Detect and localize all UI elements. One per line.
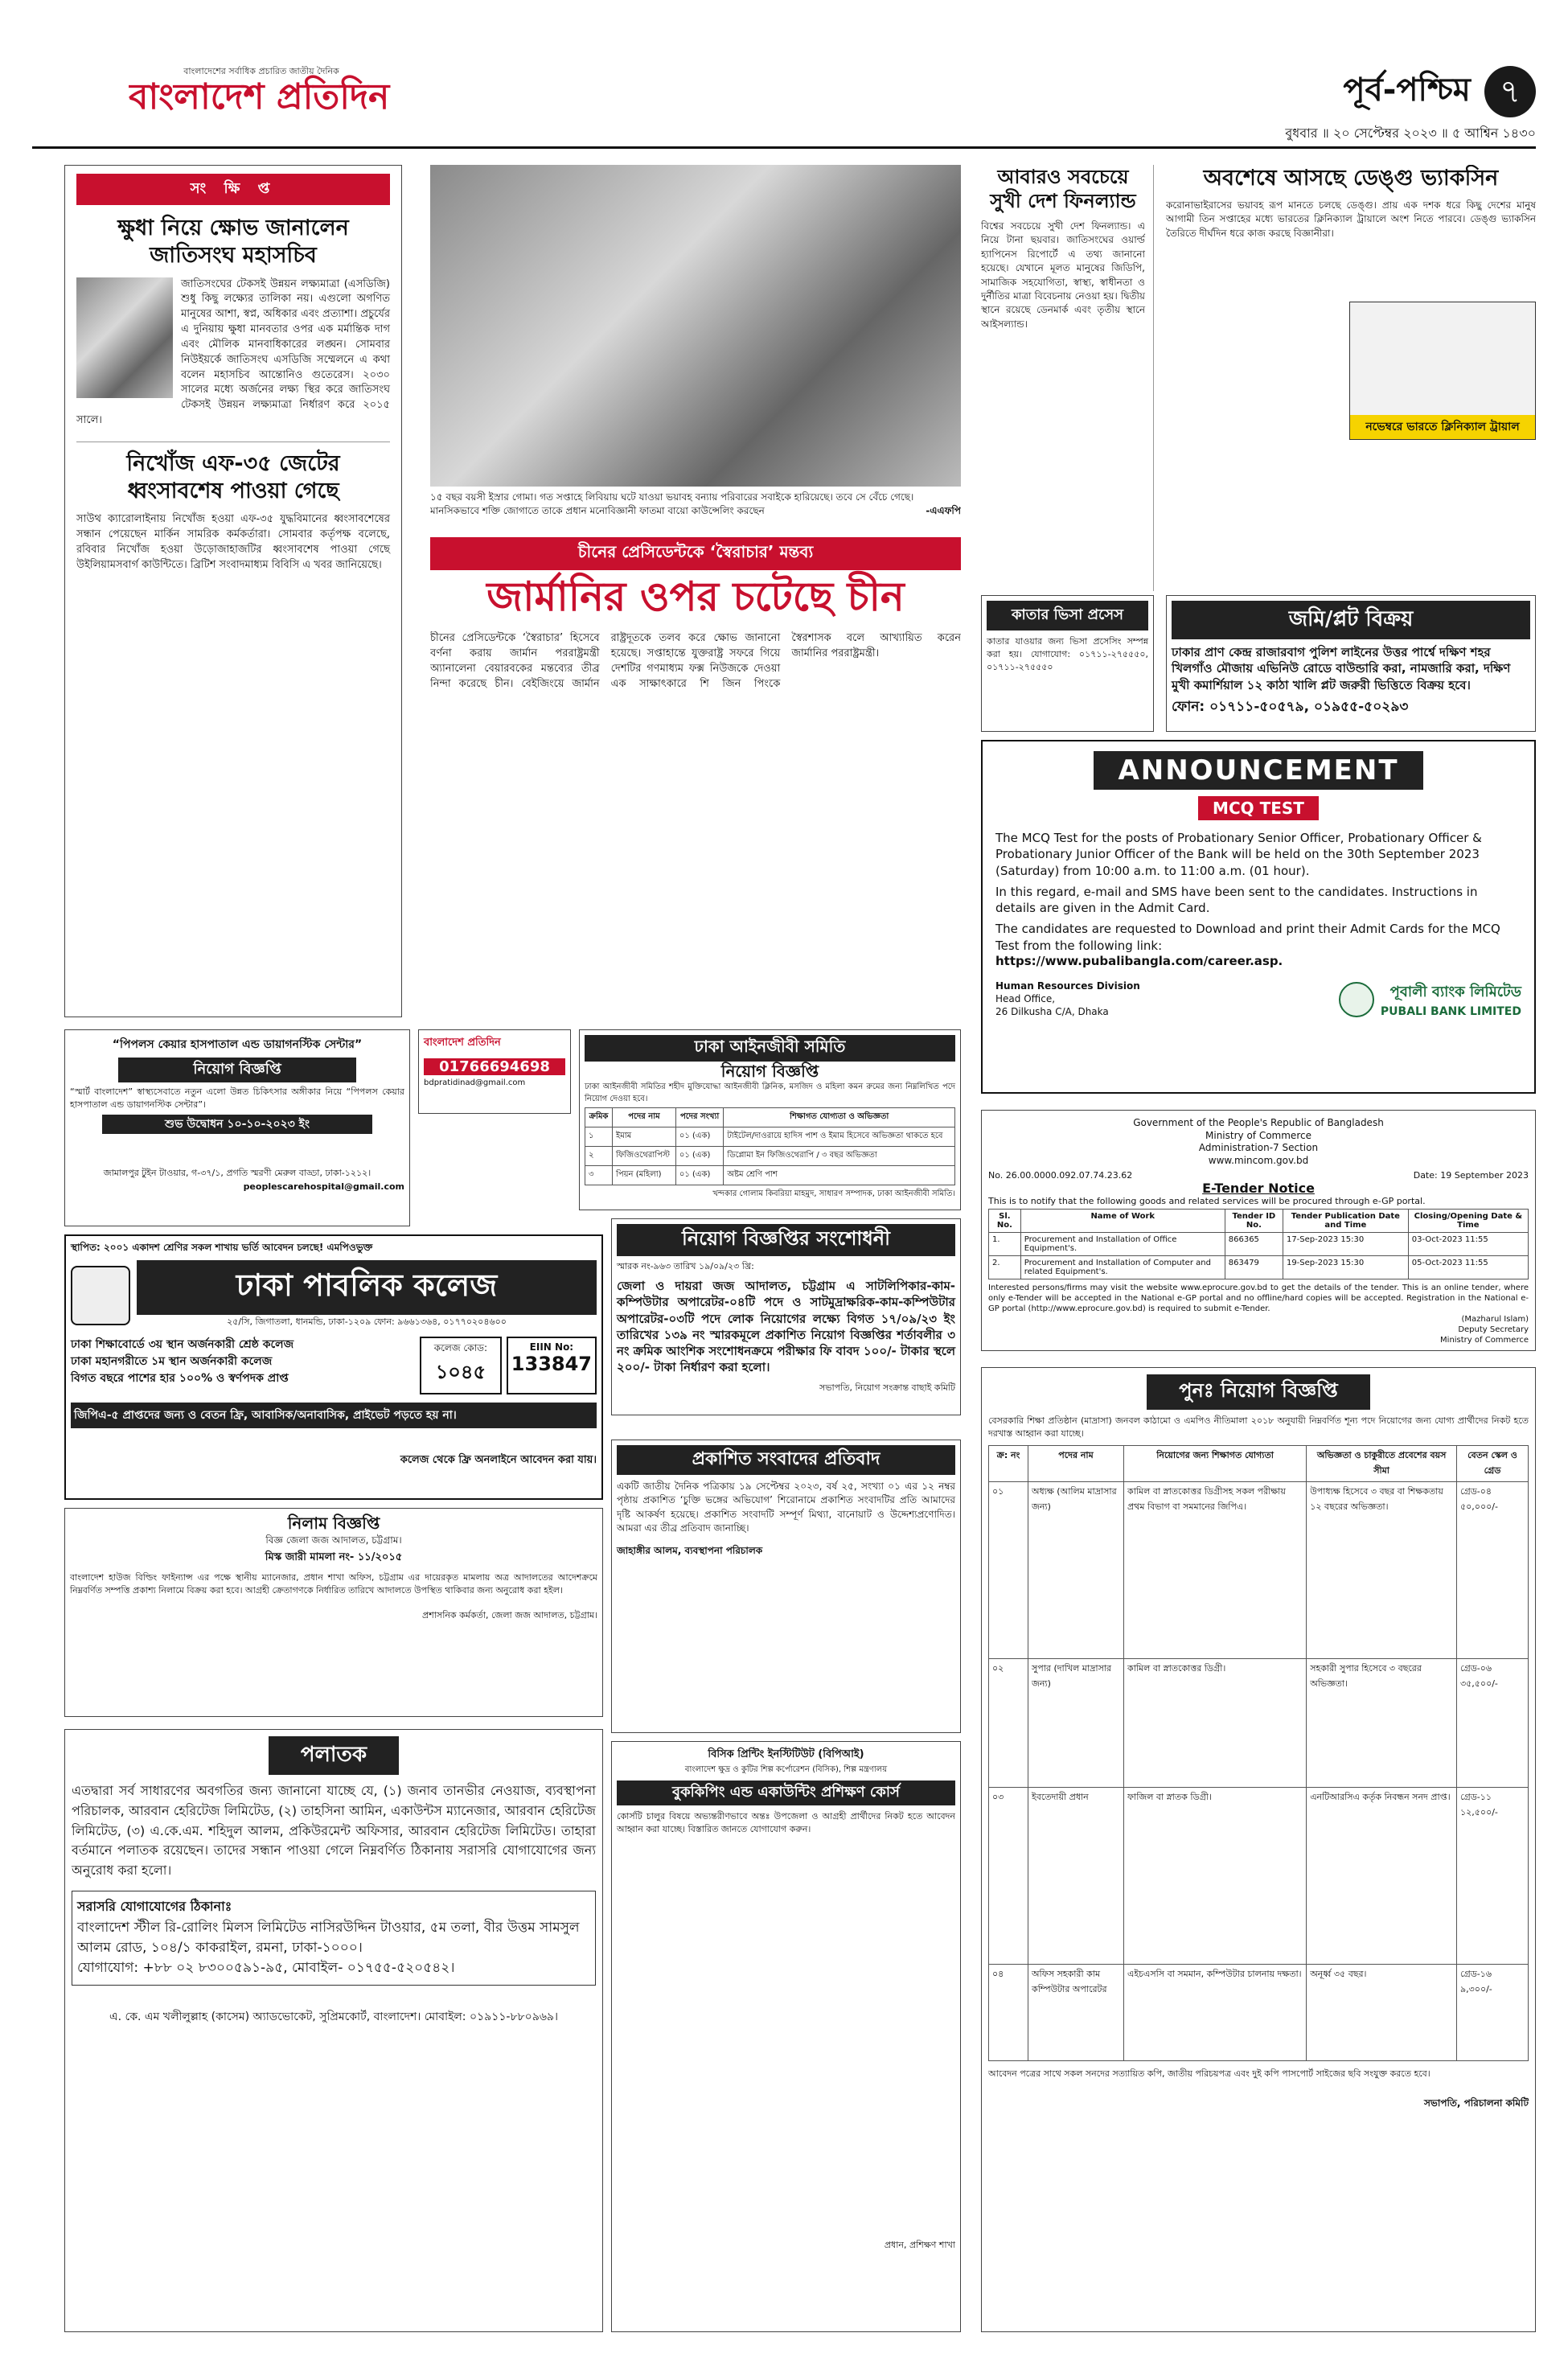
contact-body: বাংলাদেশ স্টীল রি-রোলিং মিলস লিমিটেড নাসিরউদ্দিন টাওয়ার, ৫ম তলা, বীর উত্তম সামসুল আলম রোড, ১০৪/১ কাকরাইল, রমনা, ঢাকা-১০০০।: [77, 1919, 580, 1956]
china-kicker: চীনের প্রেসিডেন্টকে ‘স্বৈরাচার’ মন্তব্য: [430, 537, 961, 570]
sign-line-2: Head Office,: [995, 992, 1056, 1004]
cell: উপাধ্যক্ষ হিসেবে ৩ বছর বা শিক্ষকতায় ১২ বছরের অভিজ্ঞতা।: [1307, 1481, 1457, 1658]
dengue-photo-caption: নভেম্বরে ভারতে ক্লিনিক্যাল ট্রায়াল: [1350, 415, 1535, 439]
bp-ad-brand: বাংলাদেশ প্রতিদিন: [424, 1037, 501, 1049]
bpi-body: কোর্সটি চালুর বিষয়ে অভ্যন্তরীণভাবে অন্তঃ উপজেলা ও আগ্রহী প্রার্থীদের নিকট হতে আবেদন আহ্বান করা যাচ্ছে। বিস্তারিত জানতে যোগাযোগ করুন।: [617, 1811, 955, 1834]
reapp-col-3: নিয়োগের জন্য শিক্ষাগত যোগ্যতা: [1124, 1445, 1307, 1481]
pubali-logo: [1339, 980, 1521, 1018]
bpi-sign: প্রধান, প্রশিক্ষণ শাখা: [884, 2239, 955, 2250]
announcement-footer: [995, 980, 1521, 1019]
cell: গ্রেড-০৪ ৫০,০০০/-: [1457, 1481, 1529, 1658]
reapp-col-4: অভিজ্ঞতা ও চাকুরীতে প্রবেশের বয়স সীমা: [1307, 1445, 1457, 1481]
college-point-1: ঢাকা শিক্ষাবোর্ডে ৩য় স্থান অর্জনকারী শ্রেষ্ঠ কলেজ: [71, 1338, 294, 1351]
college-eiin: 133847: [511, 1353, 592, 1375]
guterres-photo: [76, 277, 173, 398]
libya-flood-photo: [430, 165, 961, 487]
china-headline: জার্মানির ওপর চটেছে চীন: [486, 573, 905, 620]
contact-phone: যোগাযোগ: +৮৮ ০২ ৮৩০০৫৯১-৯৫, মোবাইল- ০১৭৫৫-৫২০৫৪২।: [77, 1960, 455, 1977]
college-body: [71, 1337, 597, 1394]
cell: ইবতেদায়ী প্রধান: [1028, 1787, 1124, 1964]
finland-body: বিশ্বের সবচেয়ে সুখী দেশ ফিনল্যান্ড। এ নিয়ে টানা ছয়বার। জাতিসংঘের ওয়ার্ল্ড হ্যাপিনেস রিপোর্টে এ তথ্য জানানো হয়েছে। যেখানে মূলত মানুষের জিডিপি, সামাজিক সহযোগিতা, স্বাস্থ্য, স্বাধীনতা ও দুর্নীতির মাত্রা বিবেচনায় নেওয়া হয়। দ্বিতীয় স্থানে রয়েছে ডেনমার্ক এবং তৃতীয় স্থানে আইসল্যান্ড।: [981, 220, 1145, 330]
tender-table-header: [989, 1210, 1529, 1233]
cell: Procurement and Installation of Computer and related Equipment's.: [1020, 1256, 1225, 1279]
peoples-email: peoplescarehospital@gmail.com: [243, 1181, 404, 1192]
brief-story1-body: জাতিসংঘের টেকসই উন্নয়ন লক্ষ্যমাত্রা (এসডিজি) শুধু কিছু লক্ষ্যের তালিকা নয়। এগুলো অগণিত মানুষের আশা, স্বপ্ন, অধিকার এবং প্রত্যাশা। প্রচুর্যের এ দুনিয়ায় ক্ষুধা মানবতার ওপর এক মর্মান্তিক দাগ এবং মৌলিক মানবাধিকারের লঙ্ঘন। সোমবার নিউইয়র্কে জাতিসংঘ এসডিজি সম্মেলনে এ কথা বলেন মহাসচিব আন্তোনিও গুতেরেস। ২০৩০ সালের মধ্যে অর্জনের লক্ষ্য স্থির করে জাতিসংঘ টেকসই উন্নয়ন লক্ষ্যমাত্রা নির্ধারণ করে ২০১৫ সালে।: [76, 277, 390, 427]
cell: ০১: [989, 1481, 1028, 1658]
cell: টাইটেল/দাওরায়ে হাদিস পাশ ও ইমাম হিসেবে অভিজ্ঞতা থাকতে হবে: [724, 1127, 955, 1147]
bp-ad-email: bdpratidinad@gmail.com: [424, 1078, 526, 1087]
announcement-link[interactable]: https://www.pubalibangla.com/career.asp.: [995, 953, 1283, 968]
masthead-tagline: বাংলাদেশের সর্বাধিক প্রচারিত জাতীয় দৈনিক: [183, 66, 339, 76]
correction-title: নিয়োগ বিজ্ঞপ্তির সংশোধনী: [617, 1224, 955, 1256]
college-eiin-box: [507, 1337, 597, 1394]
cell: কামিল বা স্নাতকোত্তর ডিগ্রী।: [1124, 1658, 1307, 1787]
pubali-announcement: [981, 740, 1536, 1094]
tender-col-3: Tender ID No.: [1225, 1210, 1283, 1233]
bp-ad-phone: 01766694698: [424, 1058, 565, 1075]
tender-gov-2: Ministry of Commerce: [1205, 1129, 1311, 1141]
etender-notice: [981, 1110, 1536, 1351]
bpi-course-ad: [611, 1741, 961, 2332]
tender-col-4: Tender Publication Date and Time: [1283, 1210, 1408, 1233]
lawyers-ad: [579, 1029, 961, 1210]
table-row: [989, 1964, 1529, 2060]
cell: ৩: [585, 1166, 613, 1185]
protest-ad: [611, 1440, 961, 1733]
college-point-2: ঢাকা মহানগরীতে ১ম স্থান অর্জনকারী কলেজ: [71, 1355, 273, 1368]
contact-title: সরাসরি যোগাযোগের ঠিকানাঃ: [77, 1898, 232, 1914]
cell: অফিস সহকারী কাম কম্পিউটার অপারেটর: [1028, 1964, 1124, 2060]
tender-intro: This is to notify that the following goods and related services will be procured through e-GP portal.: [988, 1196, 1426, 1207]
college-code: ১০৪৫: [435, 1361, 486, 1383]
cell: ২: [585, 1147, 613, 1166]
reapp-col-1: ক্র: নং: [989, 1445, 1028, 1481]
tender-sign-2: Deputy Secretary: [1458, 1325, 1529, 1335]
tender-gov-3: Administration-7 Section: [1198, 1142, 1319, 1154]
china-body: [430, 631, 961, 953]
tender-sign-1: (Mazharul Islam): [1461, 1315, 1529, 1325]
cell: সহকারী সুপার হিসেবে ৩ বছরের অভিজ্ঞতা।: [1307, 1658, 1457, 1787]
tender-table: [988, 1209, 1529, 1279]
lawyers-header: ঢাকা আইনজীবী সমিতি: [585, 1035, 955, 1062]
absconder-contact: [72, 1891, 596, 1986]
cell: গ্রেড-০৬ ৩৫,৫০০/-: [1457, 1658, 1529, 1787]
reapp-table-header: [989, 1445, 1529, 1481]
cell: গ্রেড-১৬ ৯,৩০০/-: [1457, 1964, 1529, 2060]
dengue-story: [1166, 165, 1536, 591]
peoples-opening: শুভ উদ্বোধন ১০-১০-২০২৩ ইং: [102, 1115, 372, 1134]
issue-date: বুধবার ॥ ২০ সেপ্টেম্বর ২০২৩ ॥ ৫ আশ্বিন ১৪৩০: [1285, 125, 1536, 141]
tender-sign: [988, 1314, 1529, 1345]
lawyers-table-header: [585, 1108, 955, 1127]
protest-sign: জাহাঙ্গীর আলম, ব্যবস্থাপনা পরিচালক: [617, 1544, 763, 1556]
announcement-signature: [995, 980, 1140, 1019]
cell: 05-Oct-2023 11:55: [1408, 1256, 1528, 1279]
lawyers-col-4: শিক্ষাগত যোগ্যতা ও অভিজ্ঞতা: [724, 1108, 955, 1127]
correction-ad: [611, 1218, 961, 1415]
bpi-sub: বাংলাদেশ ক্ষুদ্র ও কুটির শিল্প কর্পোরেশন (বিসিক), শিল্প মন্ত্রণালয়: [684, 1765, 888, 1774]
brief-story2-title: নিখোঁজ এফ-৩৫ জেটের ধ্বংসাবশেষ পাওয়া গেছে: [126, 450, 340, 503]
brief-column: [64, 165, 402, 1017]
cell: এইচএসসি বা সমমান, কম্পিউটার চালনায় দক্ষতা।: [1124, 1964, 1307, 2060]
college-eiin-label: EIIN No:: [529, 1341, 574, 1353]
china-headline-block: [430, 537, 961, 626]
masthead-right: [1086, 64, 1536, 145]
peoples-title: নিয়োগ বিজ্ঞপ্তি: [118, 1058, 356, 1082]
cell: 17-Sep-2023 15:30: [1283, 1233, 1408, 1256]
college-point-3: বিগত বছরে পাশের হার ১০০% ও স্বর্ণপদক প্রাপ্ত: [71, 1372, 289, 1385]
college-name-row: [71, 1260, 597, 1330]
table-row: [585, 1127, 955, 1147]
tender-gov-1: Government of the People's Republic of Bangladesh: [1133, 1117, 1384, 1128]
bpi-title: বিসিক প্রিন্টিং ইনস্টিটিউট (বিপিআই): [708, 1748, 864, 1760]
cell: 19-Sep-2023 15:30: [1283, 1256, 1408, 1279]
cell: ফাজিল বা স্নাতক ডিগ্রী।: [1124, 1787, 1307, 1964]
college-ad: [64, 1234, 603, 1500]
table-row: [585, 1166, 955, 1185]
tender-sign-3: Ministry of Commerce: [1440, 1336, 1529, 1345]
photo-credit: -এএফপি: [926, 504, 961, 516]
peoples-header: “পিপলস কেয়ার হাসপাতাল এন্ড ডায়াগনস্টিক সেন্টার”: [112, 1038, 363, 1051]
auction-sub1: বিজ্ঞ জেলা জজ আদালত, চট্টগ্রাম।: [265, 1534, 402, 1546]
absconder-ad: [64, 1729, 603, 2332]
cell: 866365: [1225, 1233, 1283, 1256]
cell: ০১ (এক): [675, 1127, 723, 1147]
table-row: [989, 1481, 1529, 1658]
auction-body: বাংলাদেশ হাউজ বিল্ডিং ফাইন্যান্স এর পক্ষে স্থানীয় ম্যানেজার, প্রধান শাখা অফিস, চট্টগ্রাম এর দায়েরকৃত মামলায় অত্র আদালতের আদেশক্রমে নিম্নবর্ণিত সম্পত্তি প্রকাশ্য নিলামে বিক্রয় করা হবে। আগ্রহী ক্রেতাগণকে নির্ধারিত তারিখে আদালতে উপস্থিত থাকিবার জন্য অনুরোধ করা হইল।: [70, 1572, 597, 1596]
cell: সুপার (দাখিল মাদ্রাসার জন্য): [1028, 1658, 1124, 1787]
bank-name-bn: পূবালী ব্যাংক লিমিটেড: [1389, 984, 1521, 1001]
announcement-p2: In this regard, e-mail and SMS have been sent to the candidates. Instructions in details are given in the Admit Card.: [995, 884, 1478, 915]
absconder-body: এতদ্বারা সর্ব সাধারণের অবগতির জন্য জানানো যাচ্ছে যে, (১) জনাব তানভীর নেওয়াজ, ব্যবস্থাপনা পরিচালক, আরবান হেরিটেজ লিমিটেড, (২) তাহসিনা আমিন, একাউন্টস ম্যানেজার, আরবান হেরিটেজ লিমিটেড, (৩) এ.কে.এম. শহিদুল আলম, প্রকিউরমেন্ট অফিসার, আরবান হেরিটেজ লিমিটেড। তাহারা বর্তমানে পলাতক রয়েছেন। তাদের সন্ধান পাওয়া গেলে নিম্নবর্ণিত ঠিকানায় সরাসরি যোগাযোগের জন্য অনুরোধ করা হলো।: [72, 1783, 596, 1879]
cell: ইমাম: [613, 1127, 676, 1147]
pubali-seal-icon: [1339, 982, 1374, 1017]
tender-memo-row: [988, 1170, 1529, 1181]
reapp-intro: বেসরকারি শিক্ষা প্রতিষ্ঠান (মাদ্রাসা) জনবল কাঠামো ও এমপিও নীতিমালা ২০১৮ অনুযায়ী নিম্নবর্ণিত শূন্য পদে নিয়োগের জন্য যোগ্য প্রার্থীদের নিকট হতে দরখাস্ত আহ্বান করা যাচ্ছে।: [988, 1415, 1529, 1439]
tender-col-5: Closing/Opening Date & Time: [1408, 1210, 1528, 1233]
reappointment-ad: [981, 1367, 1536, 2332]
protest-title: প্রকাশিত সংবাদের প্রতিবাদ: [617, 1445, 955, 1475]
lawyers-sign: খন্দকার গোলাম কিবরিয়া মাহমুদ, সাধারণ সম্পাদক, ঢাকা আইনজীবী সমিতি।: [712, 1189, 955, 1198]
finland-title: আবারও সবচেয়ে সুখী দেশ ফিনল্যান্ড: [990, 166, 1136, 212]
table-row: [989, 1233, 1529, 1256]
college-top: স্থাপিত: ২০০১ একাদশ শ্রেণির সকল শাখায় ভর্তি আবেদন চলছে! এমপিওভুক্ত: [71, 1242, 373, 1253]
land-body: ঢাকার প্রাণ কেন্দ্র রাজারবাগ পুলিশ লাইনের উত্তর পার্শ্বে দক্ষিণ শহর খিলগাঁও মৌজায় এভিনিউ রোডে বাউন্ডারি করা, নামজারি করা, দক্ষিণ মুখী কমার্শিয়াল ১২ কাঠা খালি প্লট জরুরী ভিত্তিতে বিক্রয় হবে।: [1172, 645, 1511, 692]
china-body-text: চীনের প্রেসিডেন্টকে ‘স্বৈরাচার’ হিসেবে বর্ণনা করায় জার্মান পররাষ্ট্রমন্ত্রী অ্যানালেনা বেয়ারবকের মন্তব্যের তীব্র নিন্দা করেছে চীন। বেইজিংয়ে জার্মান রাষ্ট্রদূতকে তলব করে ক্ষোভ জানানো হয়েছে। সপ্তাহান্তে যুক্তরাষ্ট্র সফরে গিয়ে দেশটির গণমাধ্যম ফক্স নিউজকে দেওয়া এক সাক্ষাৎকারে শি জিন পিংকে স্বৈরশাসক বলে আখ্যায়িত করেন জার্মানির পররাষ্ট্রমন্ত্রী।: [430, 632, 961, 690]
photo-caption: [430, 491, 961, 531]
cell: 2.: [989, 1256, 1021, 1279]
masthead-rule: [32, 146, 1536, 149]
page-number: ৭: [1484, 66, 1536, 117]
tender-memo: No. 26.00.0000.092.07.74.23.62: [988, 1170, 1133, 1181]
bank-name-en: PUBALI BANK LIMITED: [1380, 1005, 1521, 1019]
cell: ০২: [989, 1658, 1028, 1787]
reapp-col-2: পদের নাম: [1028, 1445, 1124, 1481]
masthead-logo: [129, 66, 394, 138]
land-sale-ad: [1166, 595, 1536, 732]
photo-caption-text: ১৫ বছর বয়সী ইস্রার গোমা। গত সপ্তাহে লিবিয়ায় ঘটে যাওয়া ভয়াবহ বন্যায় পরিবারের সবাইকে হারিয়েছে। তবে সে বেঁচে গেছে। মানসিকভাবে শক্তি জোগাতে তাকে প্রধান মনোবিজ্ঞানী ফাতমা বায়ো কাউন্সেলিং করছেন: [430, 491, 914, 516]
tender-web[interactable]: www.mincom.gov.bd: [1208, 1154, 1309, 1166]
college-points: [71, 1337, 420, 1394]
land-phone: ফোন: ০১৭১১-৫০৫৭৯, ০১৯৫৫-৫০২৯৩: [1172, 698, 1409, 715]
college-codes: [420, 1337, 597, 1394]
cell: অনূর্ধ্ব ৩৫ বছর।: [1307, 1964, 1457, 2060]
college-name: ঢাকা পাবলিক কলেজ: [137, 1260, 597, 1315]
tender-col-2: Name of Work: [1020, 1210, 1225, 1233]
auction-sub2: মিস্ক জারী মামলা নং- ১১/২০১৫: [265, 1551, 403, 1563]
absconder-sign: এ. কে. এম খলীলুল্লাহ (কাসেম) অ্যাডভোকেট, সুপ্রিমকোর্ট, বাংলাদেশ। মোবাইল: ০১৯১১-৮৮০৯৬৯।: [109, 2011, 559, 2024]
qatar-body: কাতার যাওয়ার জন্য ভিসা প্রসেসিং সম্পন্ন করা হয়। যোগাযোগ: ০১৭১১-২৭৫৫৫০, ০১৭১১-২৭৫৫৫০: [987, 636, 1148, 672]
correction-ref: স্মারক নং-৯৬৩ তারিখ ১৯/০৯/২৩ খ্রি:: [617, 1261, 754, 1271]
lawyers-col-3: পদের সংখ্যা: [675, 1108, 723, 1127]
cell: কামিল বা স্নাতকোত্তর ডিগ্রীসহ সকল পরীক্ষায় প্রথম বিভাগ বা সমমানের জিপিএ।: [1124, 1481, 1307, 1658]
auction-sign: প্রশাসনিক কর্মকর্তা, জেলা জজ আদালত, চট্টগ্রাম।: [422, 1609, 597, 1620]
correction-sign: সভাপতি, নিয়োগ সংক্রান্ত বাছাই কমিটি: [819, 1382, 955, 1393]
reapp-footer: আবেদন পত্রের সাথে সকল সনদের সত্যায়িত কপি, জাতীয় পরিচয়পত্র এবং দুই কপি পাসপোর্ট সাইজের ছবি সংযুক্ত করতে হবে।: [988, 2068, 1430, 2079]
sign-line-1: Human Resources Division: [995, 980, 1140, 992]
table-row: [989, 1658, 1529, 1787]
cell: পিয়ন (মহিলা): [613, 1166, 676, 1185]
reapp-title: পুনঃ নিয়োগ বিজ্ঞপ্তি: [1147, 1374, 1370, 1410]
correction-body: জেলা ও দায়রা জজ আদালত, চট্টগ্রাম এ সাটলিপিকার-কাম-কম্পিউটার অপারেটর-০৪টি পদে ও সাটমুদ্রাক্ষরিক-কাম-কম্পিউটার অপারেটর-০৩টি পদে লোক নিয়োগের লক্ষ্যে বিগত ১৭/০৯/২৩ ইং তারিখের ১৩৯ নং স্মারকমূলে প্রকাশিত নিয়োগ বিজ্ঞপ্তির শর্তাবলীর ৩ নং ক্রমিক আংশিক সংশোধনক্রমে পরীক্ষার ফি বাবদ ১০০/- টাকার স্থলে ২০০/- টাকা নির্ধারণ করা হলো।: [617, 1279, 955, 1375]
cell: 863479: [1225, 1256, 1283, 1279]
peoples-address: জামালপুর টুইন টাওয়ার, গ-৩৭/১, প্রগতি স্মরণী মেরুল বাড্ডা, ঢাকা-১২১২।: [103, 1167, 371, 1178]
cell: গ্রেড-১১ ১২,৫০০/-: [1457, 1787, 1529, 1964]
table-row: [989, 1256, 1529, 1279]
reapp-table: [988, 1445, 1529, 2061]
cell: ০৩: [989, 1787, 1028, 1964]
peoples-care-ad: [64, 1029, 410, 1226]
cell: Procurement and Installation of Office Equipment's.: [1020, 1233, 1225, 1256]
cell: ফিজিওথেরাপিস্ট: [613, 1147, 676, 1166]
section-title: পূর্ব-পশ্চিম: [1343, 72, 1471, 109]
lawyers-body: ঢাকা আইনজীবী সমিতির শহীদ মুক্তিযোদ্ধা আইনজীবী ক্লিনিক, মসজিদ ও মহিলা কমন রুমের জন্য নিম্নলিখিত পদে নিয়োগ দেওয়া হবে।: [585, 1082, 955, 1103]
tender-date: Date: 19 September 2023: [1413, 1170, 1529, 1181]
college-scholarship: জিপিএ-৫ প্রাপ্তদের জন্য ও বেতন ফ্রি, আবাসিক/অনাবাসিক, প্রাইভেট পড়তে হয় না।: [71, 1403, 597, 1428]
lawyers-col-2: পদের নাম: [613, 1108, 676, 1127]
qatar-visa-ad: [981, 595, 1154, 732]
tender-col-1: Sl. No.: [989, 1210, 1021, 1233]
brief-label: সং ক্ষি প্ত: [76, 174, 390, 205]
cell: ১: [585, 1127, 613, 1147]
brief-story2-body: সাউথ ক্যারোলাইনায় নিখোঁজ হওয়া এফ-৩৫ যুদ্ধবিমানের ধ্বংসাবশেষের সন্ধান পেয়েছেন মার্কিন সামরিক কর্মকর্তারা। সোমবার কর্তৃপক্ষ বলেছে, রবিবার নিখোঁজ হওয়া উড়োজাহাজটির ধ্বংসাবশেষ পাওয়া গেছে উইলিয়ামসবার্গ কাউন্টিতে। ব্রিটিশ সংবাদমাধ্যম বিবিসি এ খবর জানিয়েছে।: [76, 513, 390, 571]
absconder-title: পলাতক: [269, 1736, 399, 1775]
college-code-label: কলেজ কোড:: [433, 1342, 488, 1353]
cell: অষ্টম শ্রেণি পাশ: [724, 1166, 955, 1185]
college-logo-icon: [71, 1266, 130, 1325]
qatar-title: কাতার ভিসা প্রসেস: [987, 601, 1148, 630]
college-apply: কলেজ থেকে ফ্রি অনলাইনে আবেদন করা যায়।: [400, 1454, 597, 1466]
cell: 1.: [989, 1233, 1021, 1256]
college-address: ২৫/সি, জিগাতলা, ধানমন্ডি, ঢাকা-১২০৯ ফোন: ৯৬৬১৩৬৪, ০১৭৭০২০৪৬০০: [227, 1316, 507, 1327]
cell: 03-Oct-2023 11:55: [1408, 1233, 1528, 1256]
cell: অধ্যক্ষ (আলিম মাদ্রাসার জন্য): [1028, 1481, 1124, 1658]
tender-gov-block: [988, 1117, 1529, 1167]
announcement-p1: The MCQ Test for the posts of Probationary Senior Officer, Probationary Officer & Probationary Junior Officer of the Bank will be held on the 30th September 2023 (Saturday) from 10:00 a.m. to 11:00 a.m. (01 hour).: [995, 831, 1482, 878]
dengue-title: অবশেষে আসছে ডেঙ্গু ভ্যাকসিন: [1203, 166, 1499, 191]
table-row: [989, 1787, 1529, 1964]
announcement-title: ANNOUNCEMENT: [1094, 751, 1422, 790]
college-code-box: [420, 1337, 502, 1394]
finland-story: [981, 165, 1154, 591]
bp-ad-contact: [418, 1029, 571, 1114]
cell: এনটিআরসিএ কর্তৃক নিবন্ধন সনদ প্রাপ্ত।: [1307, 1787, 1457, 1964]
lawyers-col-1: ক্রমিক: [585, 1108, 613, 1127]
reapp-col-5: বেতন স্কেল ও গ্রেড: [1457, 1445, 1529, 1481]
announcement-subtitle: MCQ TEST: [1198, 796, 1319, 820]
land-title: জমি/প্লট বিক্রয়: [1172, 601, 1530, 639]
table-row: [585, 1147, 955, 1166]
protest-body: একটি জাতীয় দৈনিক পত্রিকায় ১৯ সেপ্টেম্বর ২০২৩, বর্ষ ২৫, সংখ্যা ০১ এর ১২ নম্বর পৃষ্ঠায় প্রকাশিত ‘চুক্তি ভঙ্গের অভিযোগ’ শিরোনামে প্রকাশিত সংবাদটির প্রতি আমাদের দৃষ্টি আকর্ষণ হয়েছে। প্রকাশিত সংবাদটি সম্পূর্ণ মিথ্যা, বানোয়াট ও উদ্দেশ্যপ্রণোদিত। আমরা এর তীব্র প্রতিবাদ জানাচ্ছি।: [617, 1481, 955, 1534]
brief-story1-title: ক্ষুধা নিয়ে ক্ষোভ জানালেন জাতিসংঘ মহাসচিব: [117, 216, 349, 268]
sign-line-3: 26 Dilkusha C/A, Dhaka: [995, 1006, 1109, 1018]
lawyers-table: [585, 1107, 955, 1185]
cell: ০১ (এক): [675, 1147, 723, 1166]
tender-title: E-Tender Notice: [1202, 1181, 1315, 1197]
reapp-sign: সভাপতি, পরিচালনা কমিটি: [1423, 2097, 1529, 2109]
auction-title: নিলাম বিজ্ঞপ্তি: [287, 1514, 380, 1533]
cell: ডিপ্লোমা ইন ফিজিওথেরাপি / ৩ বছর অভিজ্ঞতা: [724, 1147, 955, 1166]
peoples-body: “স্মার্ট বাংলাদেশ” স্বাস্থ্যসেবাতে নতুন এলো উন্নত চিকিৎসার অঙ্গীকার নিয়ে “পিপলস কেয়ার হাসপাতাল এন্ড ডায়াগনস্টিক সেন্টার”।: [70, 1086, 404, 1110]
announcement-p3: The candidates are requested to Download and print their Admit Cards for the MCQ Test from the following link:: [995, 922, 1500, 953]
dengue-body: করোনাভাইরাসের ভয়াবহ রূপ মানতে চলছে ডেঙ্গু। প্রায় এক দশক ধরে কিছু দেশের মানুষ আগামী তিন সপ্তাহের মধ্যে ভারতের ক্লিনিক্যাল ট্রায়ালে অংশ নিতে পারবে। ডেঙ্গু ভ্যাকসিন তৈরিতে দীর্ঘদিন ধরে কাজ করছে বিজ্ঞানীরা।: [1166, 199, 1536, 239]
cell: ০৪: [989, 1964, 1028, 2060]
masthead-name: বাংলাদেশ প্রতিদিন: [129, 76, 390, 118]
mosquito-photo: [1349, 302, 1536, 440]
lawyers-title: নিয়োগ বিজ্ঞপ্তি: [720, 1062, 819, 1081]
auction-ad: [64, 1508, 603, 1717]
bpi-course: বুককিপিং এন্ড একাউন্টিং প্রশিক্ষণ কোর্স: [617, 1780, 955, 1805]
cell: ০১ (এক): [675, 1166, 723, 1185]
tender-note: Interested persons/firms may visit the website www.eprocure.gov.bd to get the details of the tender. This is an online tender, where only e-Tender will be accepted in the National e-GP portal and no offline/hard copies will be accepted. Registration in the National e-GP portal (http://www.eprocure.gov.bd) is required to submit e-Tender.: [988, 1284, 1529, 1314]
